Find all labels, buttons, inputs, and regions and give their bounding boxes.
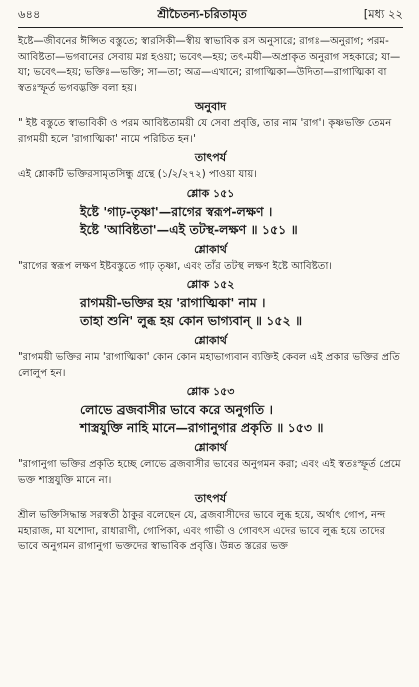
purport-text: এই শ্লোকটি ভক্তিরসামৃতসিন্ধু গ্রন্থে (১/২/২৭২) পাওয়া যায়। xyxy=(18,169,257,180)
shlokartha-heading-153: শ্লোকার্থ xyxy=(194,441,227,454)
verse-heading-151: শ্লোক ১৫১ xyxy=(186,186,235,200)
purport-heading-2: তাৎপর্য xyxy=(194,492,227,505)
verse-153-line-2: শাস্ত্রযুক্তি নাহি মানে—রাগানুগার প্রকৃতি ॥ ১৫৩ ॥ xyxy=(80,420,324,435)
running-title: শ্রীচৈতন্য-চরিতামৃত xyxy=(157,7,247,21)
verse-152-line-1: রাগময়ী-ভক্তির হয় 'রাগাত্মিকা' নাম । xyxy=(80,295,266,310)
verse-151-line-2: ইষ্টে 'আবিষ্টতা'—এই তটস্থ-লক্ষণ ॥ ১৫১ ॥ xyxy=(80,221,298,237)
purport-text-2: শ্রীল ভক্তিসিদ্ধান্ত সরস্বতী ঠাকুর বলেছেন যে, ব্রজবাসীদের ভাবে লুব্ধ হয়ে, অর্থাৎ গোপ, নন্দ মহারাজ, মা যশোদা, রাধারাণী, গোপিকা, এবং গাভী ও গোবৎস এদের ভাবে লুব্ধ হয়ে তাদের ভাবে অনুগমন রাগানুগা ভক্তদের স্বাভাবিক প্রবৃত্তি। উন্নত স্তরের ভক্ত xyxy=(18,510,386,552)
word-meaning-text: ইষ্টে—জীবনের ঈপ্সিত বস্তুতে; স্বারসিকী—স্বীয় স্বাভাবিক রস অনুসারে; রাগঃ—অনুরাগ; পরম-আবিষ্টতা—ভগবানের সেবায় মগ্ন হওয়া; ভবেৎ—হয়; তৎ-মযী—অপ্রাকৃত অনুরাগ সহকারে; যা—যা; ভবেৎ—হয়; ভক্তিঃ—ভক্তি; সা—তা; অত্র—এখানে; রাগাত্মিকা—উদিতা—রাগাত্মিকা বা স্বতঃস্ফূর্ত ভগবদ্ভক্তি বলা হয়। xyxy=(18,36,401,94)
shlokartha-heading-152: শ্লোকার্থ xyxy=(194,334,227,347)
page-number: ৬৪৪ xyxy=(18,7,41,21)
header-rule xyxy=(18,27,403,28)
page-header xyxy=(18,6,403,24)
translation-heading: অনুবাদ xyxy=(194,100,227,113)
purport-heading: তাৎপর্য xyxy=(194,151,227,164)
verse-heading-152: শ্লোক ১৫২ xyxy=(186,278,235,291)
shlokartha-heading-151: শ্লোকার্থ xyxy=(194,242,227,256)
verse-153-line-1: লোভে ব্রজবাসীর ভাবে করে অনুগতি । xyxy=(80,402,273,417)
section-marker: [মধ্য ২২ xyxy=(363,7,403,21)
verse-heading-153: শ্লোক ১৫৩ xyxy=(186,385,235,398)
shlokartha-text-153: "রাগানুগা ভক্তির প্রকৃতি হচ্ছে লোভে ব্রজবাসীর ভাবের অনুগমন করা; এবং এই স্বতঃস্ফূর্ত প্রেমে ভক্ত শাস্ত্রযুক্তি মানে না। xyxy=(18,459,401,486)
shlokartha-text-152: "রাগময়ী ভক্তির নাম 'রাগাত্মিকা' কোন কোন মহাভাগ্যবান ব্যক্তিই কেবল এই প্রকার ভক্তির প্রতি লোলুপ হন। xyxy=(18,352,400,379)
shlokartha-text-151: "রাগের স্বরূপ লক্ষণ ইষ্টবস্তুতে গাঢ় তৃষ্ণা, এবং তাঁর তটস্থ লক্ষণ ইষ্টে আবিষ্টতা। xyxy=(18,260,333,272)
verse-152-line-2: তাহা শুনি' লুব্ধ হয় কোন ভাগ্যবান্ ॥ ১৫২ ॥ xyxy=(80,313,303,328)
verse-151-line-1: ইষ্টে 'গাঢ়-তৃষ্ণা'—রাগের স্বরূপ-লক্ষণ । xyxy=(80,203,273,219)
translation-text: " ইষ্ট বস্তুতে স্বাভাবিকী ও পরম আবিষ্টতাময়ী যে সেবা প্রবৃত্তি, তার নাম 'রাগ'। কৃষ্ণভক্তি তেমন রাগময়ী হলে 'রাগাত্মিকা' নামে পরিচিত হন।' xyxy=(18,118,392,145)
